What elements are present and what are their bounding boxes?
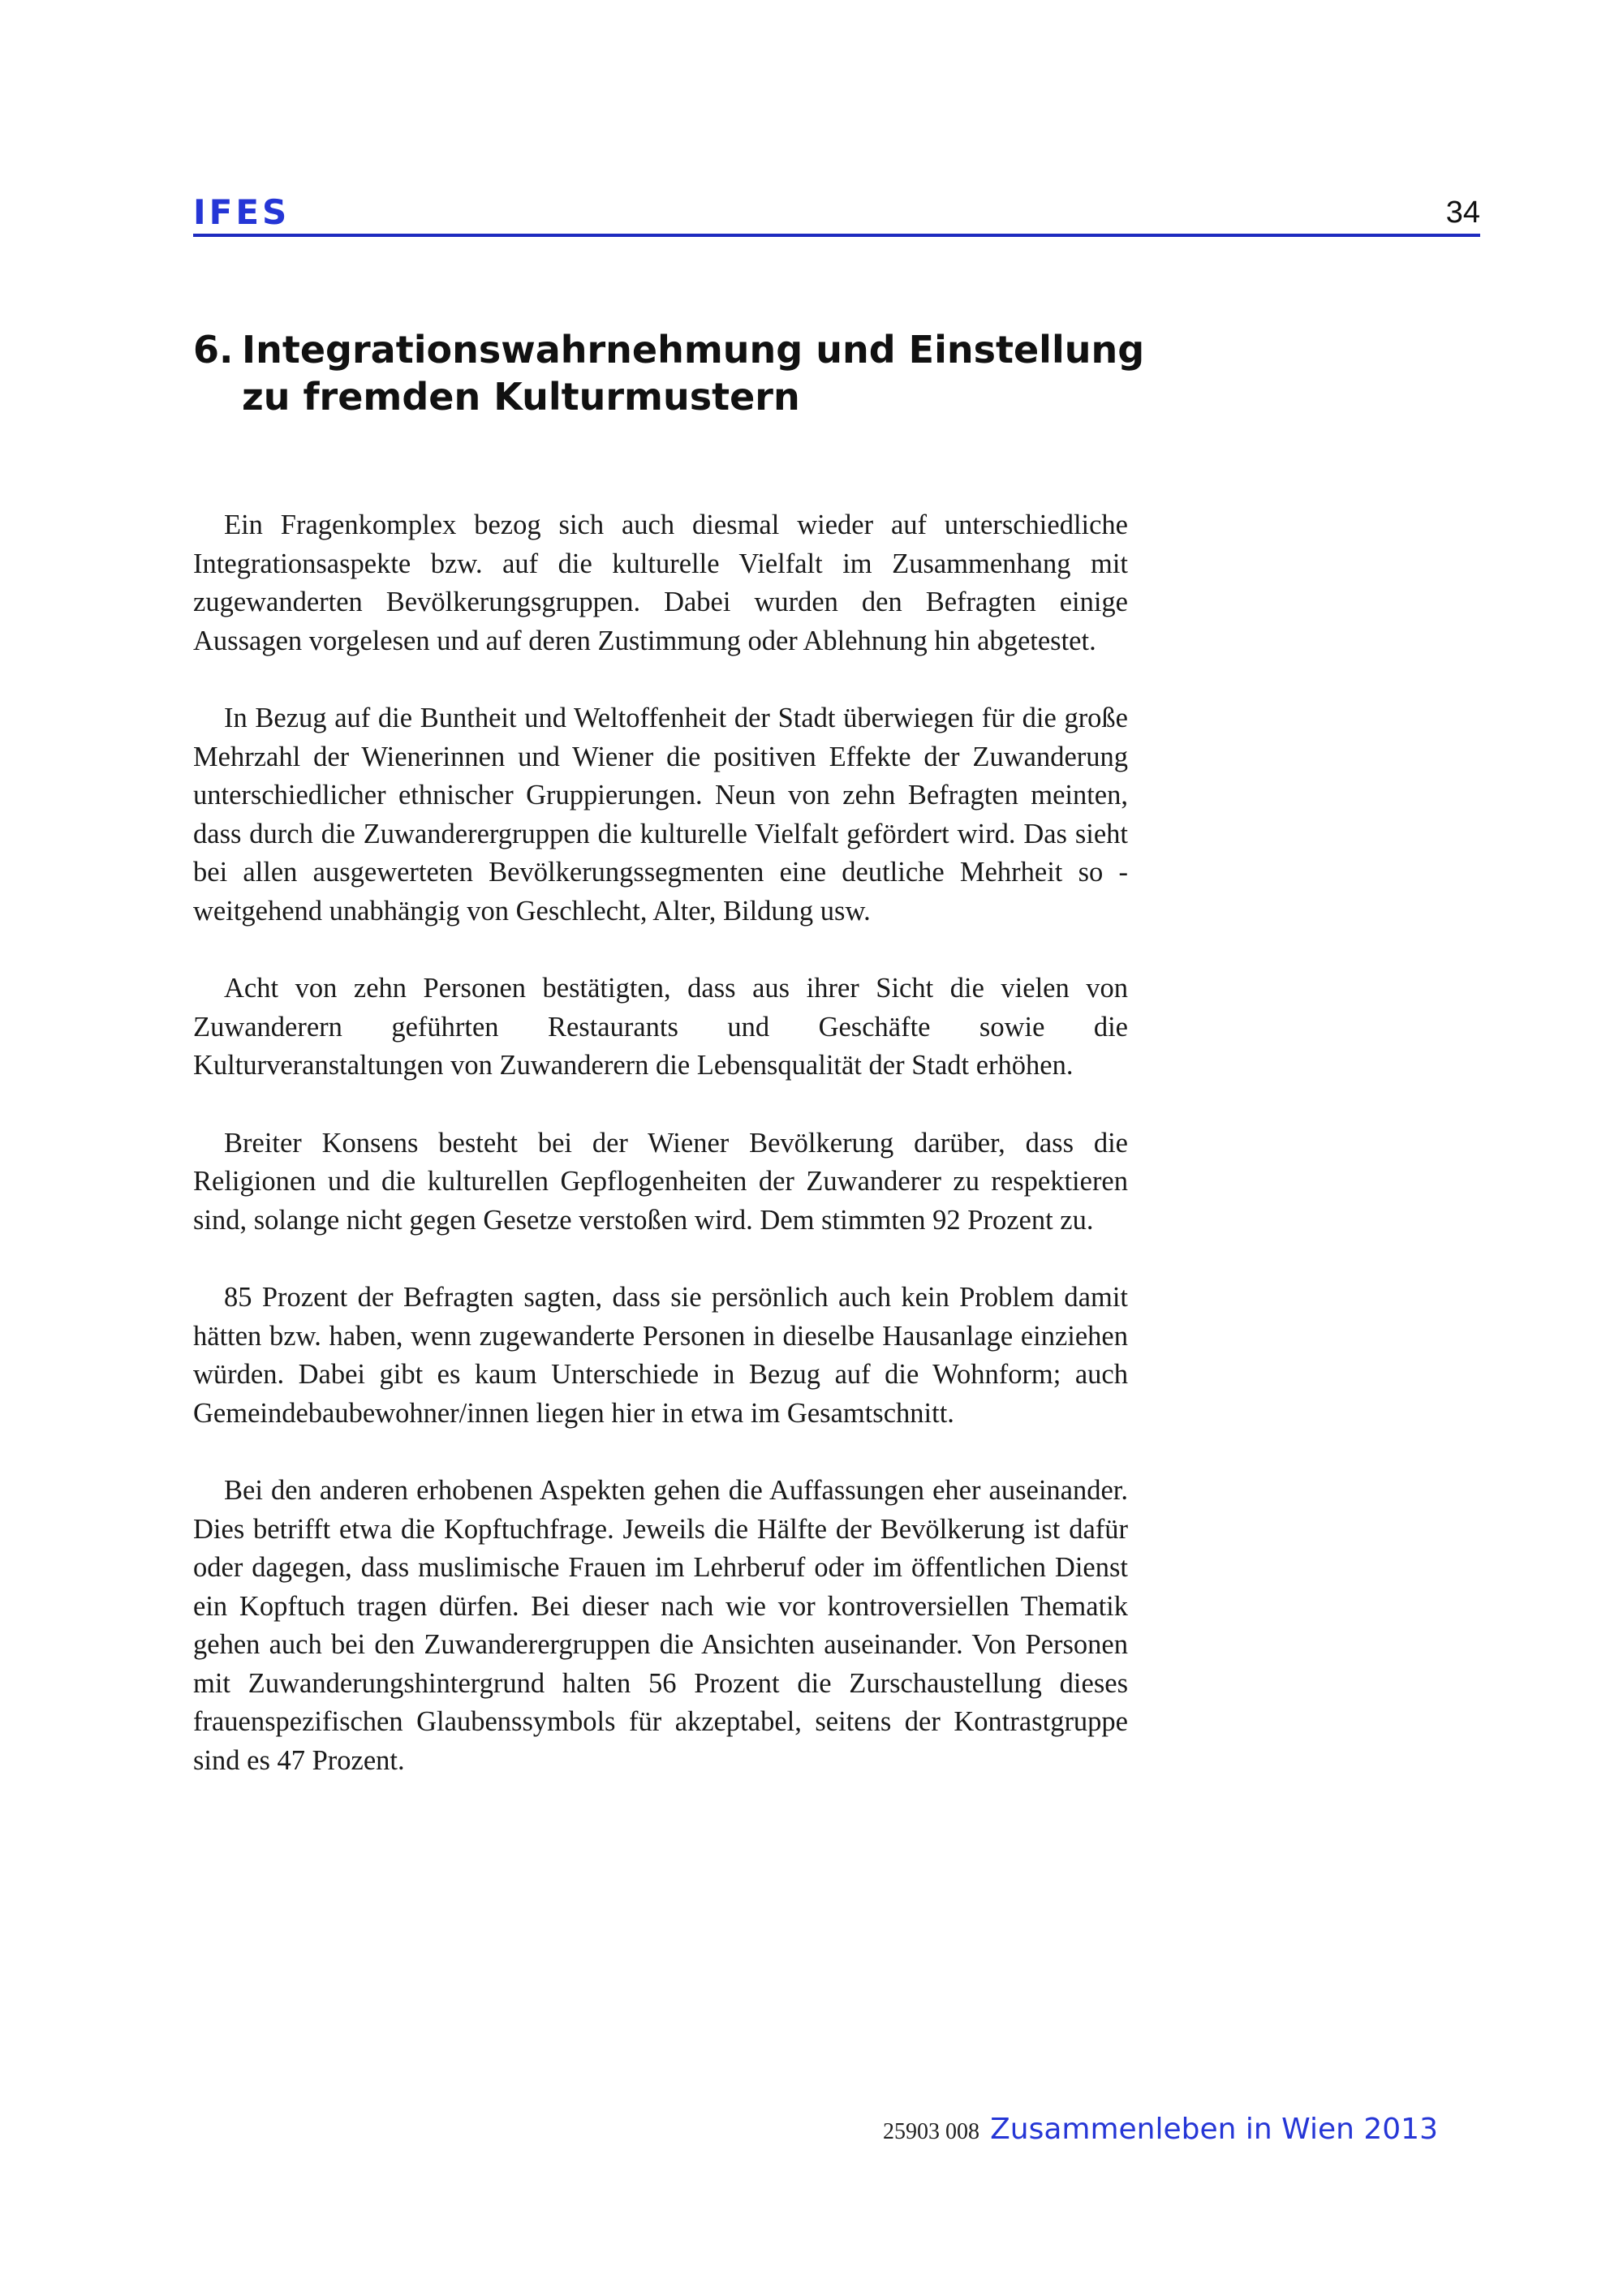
paragraph-1: Ein Fragenkomplex bezog sich auch diesmal wieder auf unterschiedliche Integrationsaspekte bzw. auf die kulturelle Vielfalt im Zusammenhang mit zugewanderten Bevölkerungsgruppen. Dabei wurden den Befragten einige Aussagen vorgelesen und auf deren Zustimmung oder Ablehnung hin abgetestet.: [193, 510, 1128, 656]
paragraph-6: Bei den anderen erhobenen Aspekten gehen die Auffassungen eher auseinander. Dies betrifft etwa die Kopftuchfrage. Jeweils die Hälfte der Bevölkerung ist dafür oder dagegen, dass muslimische Frauen im Lehrberuf oder im öffentlichen Dienst ein Kopftuch tragen dürfen. Bei dieser nach wie vor kontroversiellen Thematik gehen auch bei den Zuwanderergruppen die Ansichten auseinander. Von Personen mit Zuwanderungshintergrund halten 56 Prozent die Zurschaustellung dieses frauenspezifischen Glaubenssymbols für akzeptabel, seitens der Kontrastgruppe sind es 47 Prozent.: [193, 1475, 1128, 1776]
paragraph-3: Acht von zehn Personen bestätigten, dass aus ihrer Sicht die vielen von Zuwanderern geführten Restaurants und Geschäfte sowie die Kulturveranstaltungen von Zuwanderern die Lebensqualität der Stadt erhöhen.: [193, 973, 1128, 1081]
footer-project-code: 25903 008: [883, 2119, 979, 2144]
body-text: [193, 506, 1128, 1819]
chapter-title-line1: Integrationswahrnehmung und Einstellung: [242, 328, 1145, 372]
page-number: 34: [1445, 196, 1480, 230]
footer-study-title: Zusammenleben in Wien 2013: [990, 2113, 1438, 2146]
chapter-title: [193, 326, 1167, 420]
paragraph-5: 85 Prozent der Befragten sagten, dass sie persönlich auch kein Problem damit hätten bzw. haben, wenn zugewanderte Personen in dieselbe Hausanlage einziehen würden. Dabei gibt es kaum Unterschiede in Bezug auf die Wohnform; auch Gemeindebaubewohner/innen liegen hier in etwa im Gesamtschnitt.: [193, 1282, 1128, 1429]
page-footer: [883, 2113, 1438, 2146]
paragraph-2: In Bezug auf die Buntheit und Weltoffenheit der Stadt überwiegen für die große Mehrzahl der Wienerinnen und Wiener die positiven Effekte der Zuwanderung unterschiedlicher ethnischer Gruppierungen. Neun von zehn Befragten meinten, dass durch die Zuwanderergruppen die kulturelle Vielfalt gefördert wird. Das sieht bei allen ausgewerteten Bevölkerungssegmenten eine deutliche Mehrheit so - weitgehend unabhängig von Geschlecht, Alter, Bildung usw.: [193, 703, 1128, 927]
chapter-title-line2: zu fremden Kulturmustern: [242, 375, 800, 419]
page-header: [193, 191, 1480, 237]
ifes-logo: IFES: [193, 192, 291, 232]
chapter-number: 6.: [193, 328, 234, 372]
paragraph-4: Breiter Konsens besteht bei der Wiener Bevölkerung darüber, dass die Religionen und die kulturellen Gepflogenheiten der Zuwanderer zu respektieren sind, solange nicht gegen Gesetze verstoßen wird. Dem stimmten 92 Prozent zu.: [193, 1127, 1128, 1236]
